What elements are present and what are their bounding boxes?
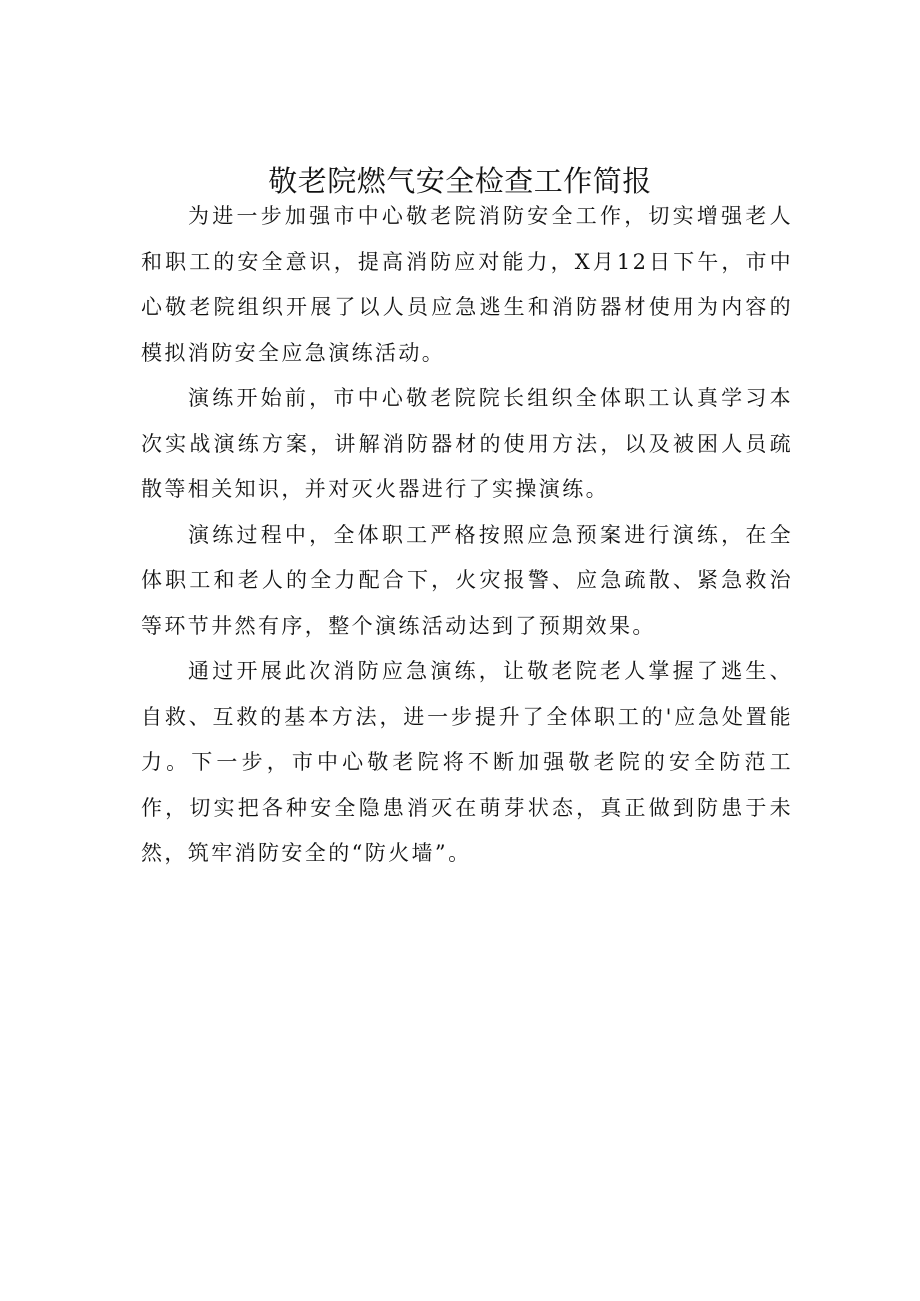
- paragraph-intro: 为进一步加强市中心敬老院消防安全工作，切实增强老人和职工的安全意识，提高消防应对能力，X月12日下午，市中心敬老院组织开展了以人员应急逃生和消防器材使用为内容的模拟消防安全应急演练活动。: [141, 204, 793, 365]
- document-body: [141, 194, 793, 877]
- paragraph-conclusion: 通过开展此次消防应急演练，让敬老院老人掌握了逃生、自救、互救的基本方法，进一步提升了全体职工的'应急处置能力。下一步，市中心敬老院将不断加强敬老院的安全防范工作，切实把各种安全隐患消灭在萌芽状态，真正做到防患于未然，筑牢消防安全的“防火墙”。: [141, 659, 793, 865]
- paragraph-before-drill: 演练开始前，市中心敬老院院长组织全体职工认真学习本次实战演练方案，讲解消防器材的使用方法，以及被困人员疏散等相关知识，并对灭火器进行了实操演练。: [141, 386, 793, 501]
- document-title: 敬老院燃气安全检查工作简报: [268, 164, 652, 199]
- paragraph-during-drill: 演练过程中，全体职工严格按照应急预案进行演练，在全体职工和老人的全力配合下，火灾报警、应急疏散、紧急救治等环节井然有序，整个演练活动达到了预期效果。: [141, 522, 793, 638]
